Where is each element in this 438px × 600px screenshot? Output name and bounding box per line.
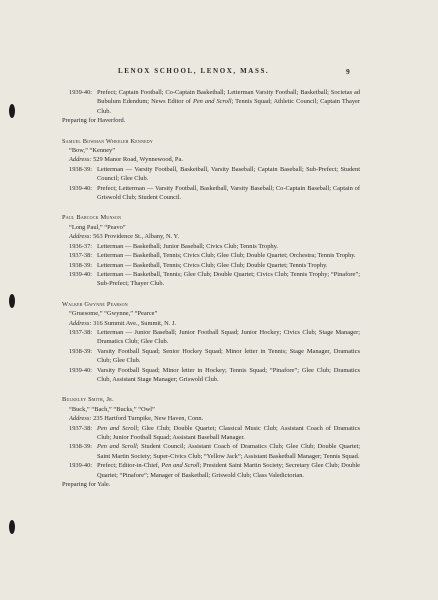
- student-entry: [62, 384, 360, 489]
- address-value: 563 Providence St., Albany, N. Y.: [91, 233, 179, 241]
- address-value: 235 Hartford Turnpike, New Haven, Conn.: [91, 415, 204, 423]
- activities-text: Prefect; Editor-in-Chief, Pen and Scroll; President Saint Martin Society; Secretary Glee Club; Double Quartet; “Pinafore”; Manager of Basketball; Griswold Club; Class Valedictorian.: [97, 462, 360, 479]
- school-year: 1938-39:: [69, 261, 93, 269]
- activities-text: Letterman — Basketball, Tennis; Glee Club; Double Quartet; Civics Club; Tennis Trophy; “Pinafore”; Sub-Prefect; Thayer Club.: [97, 270, 360, 288]
- binder-hole: [9, 104, 15, 118]
- year-activities: [69, 261, 360, 270]
- student-name: Bulkeley Smith, Jr.: [62, 396, 114, 404]
- student-name: Samuel Bowman Wheeler Kennedy: [62, 137, 153, 145]
- student-entry: [62, 202, 360, 288]
- school-year: 1939-40:: [69, 184, 93, 192]
- student-entry: [62, 289, 360, 385]
- student-nicknames: “Bow,” “Kenney”: [69, 147, 116, 155]
- year-activities: [69, 88, 360, 116]
- activities-text: Prefect; Captain Football; Co-Captain Basketball; Letterman Varsity Football; Basketball; Societas ad Bubulum Edendum; News Editor of Pen and Scroll; Tennis Squad; Athletic Council; Captain Thayer Club.: [97, 89, 360, 115]
- activities-text: Pen and Scroll; Glee Club; Double Quartet; Classical Music Club; Assistant Coach of Dramatics Club; Junior Football Squad; Assistant Baseball Manager.: [97, 424, 360, 441]
- activities-text: Letterman — Junior Baseball; Junior Football Squad; Junior Hockey; Civics Club; Stage Manager; Dramatics Club; Glee Club.: [97, 328, 360, 346]
- binder-hole: [9, 520, 15, 534]
- school-year: 1939-40:: [69, 462, 93, 470]
- binder-hole: [9, 294, 15, 308]
- year-activities: [69, 424, 360, 443]
- student-name: Paul Babcock Munson: [62, 214, 122, 222]
- student-nicknames: “Long Paul,” “Peavo”: [69, 223, 126, 231]
- year-activities: [69, 461, 360, 480]
- activities-text: Letterman — Basketball, Tennis; Civics Club; Glee Club; Double Quartet; Tennis Trophy.: [97, 261, 328, 269]
- student-nicknames: “Gruesome,” “Gwynne,” “Pearce”: [69, 310, 158, 318]
- student-address: [62, 319, 360, 328]
- year-activities: [69, 366, 360, 385]
- running-title: LENOX SCHOOL, LENOX, MASS.: [118, 67, 270, 75]
- activities-text: Letterman — Varsity Football, Basketball, Varsity Baseball; Captain Baseball; Sub-Prefect; Student Council; Glee Club.: [97, 165, 360, 183]
- school-year: 1937-38:: [69, 252, 93, 260]
- school-year: 1937-38:: [69, 424, 93, 432]
- student-address: [62, 414, 360, 423]
- year-activities: [69, 328, 360, 347]
- address-label: Address:: [69, 415, 92, 423]
- year-activities: [69, 347, 360, 366]
- school-year: 1939-40:: [69, 366, 93, 374]
- school-year: 1936-37:: [69, 242, 93, 250]
- address-label: Address:: [69, 233, 92, 241]
- activities-text: Pen and Scroll; Student Council; Assistant Coach of Dramatics Club; Glee Club; Double Quartet; Saint Martin Society; Super-Civics Club; “Yellow Jack”; Assistant Basketball Manager; Tennis Squad.: [97, 443, 361, 460]
- student-address: [62, 155, 360, 164]
- activities-text: Varsity Football Squad; Senior Hockey Squad; Minor letter in Tennis; Stage Manager, Dramatics Club; Glee Club.: [97, 347, 360, 365]
- student-entry: [62, 88, 360, 126]
- address-value: 529 Manor Road, Wynnewood, Pa.: [91, 156, 183, 164]
- school-year: 1939-40:: [69, 270, 93, 278]
- year-activities: [69, 242, 360, 251]
- activities-text: Letterman — Basketball, Tennis; Civics Club; Glee Club; Double Quartet; Orchestra; Tennis Trophy.: [97, 252, 356, 260]
- school-year: 1937-38:: [69, 328, 93, 336]
- student-entry: [62, 126, 360, 203]
- page-number: 9: [346, 67, 350, 76]
- school-year: 1938-39:: [69, 347, 93, 355]
- student-entries: [62, 88, 360, 489]
- activities-text: Varsity Football Squad; Minor letter in Hockey; Tennis Squad; “Pinafore”; Glee Club; Dramatics Club, Assistant Stage Manager; Griswold Club.: [97, 366, 360, 383]
- address-label: Address:: [69, 319, 92, 327]
- school-year: 1938-39:: [69, 443, 93, 451]
- college-plans: Preparing for Haverford.: [62, 117, 126, 125]
- activities-text: Letterman — Basketball; Junior Baseball; Civics Club; Tennis Trophy.: [97, 242, 278, 250]
- school-year: 1939-40:: [69, 89, 93, 96]
- activities-text: Prefect; Letterman — Varsity Football, Basketball, Varsity Baseball; Co-Captain Baseball; Captain of Griswold Club; Student Council.: [97, 184, 360, 202]
- school-year: 1938-39:: [69, 165, 93, 173]
- year-activities: [69, 165, 360, 184]
- year-activities: [69, 442, 360, 461]
- address-value: 316 Summit Ave., Summit, N. J.: [91, 319, 177, 327]
- student-nicknames: “Buck,” “Bach,” “Bucks,” “Owl”: [69, 405, 155, 413]
- year-activities: [69, 270, 360, 289]
- student-address: [62, 232, 360, 241]
- year-activities: [69, 251, 360, 260]
- address-label: Address:: [69, 156, 92, 164]
- year-activities: [69, 184, 360, 203]
- student-name: Walker Gwynne Pearson: [62, 300, 128, 308]
- college-plans: Preparing for Yale.: [62, 481, 111, 489]
